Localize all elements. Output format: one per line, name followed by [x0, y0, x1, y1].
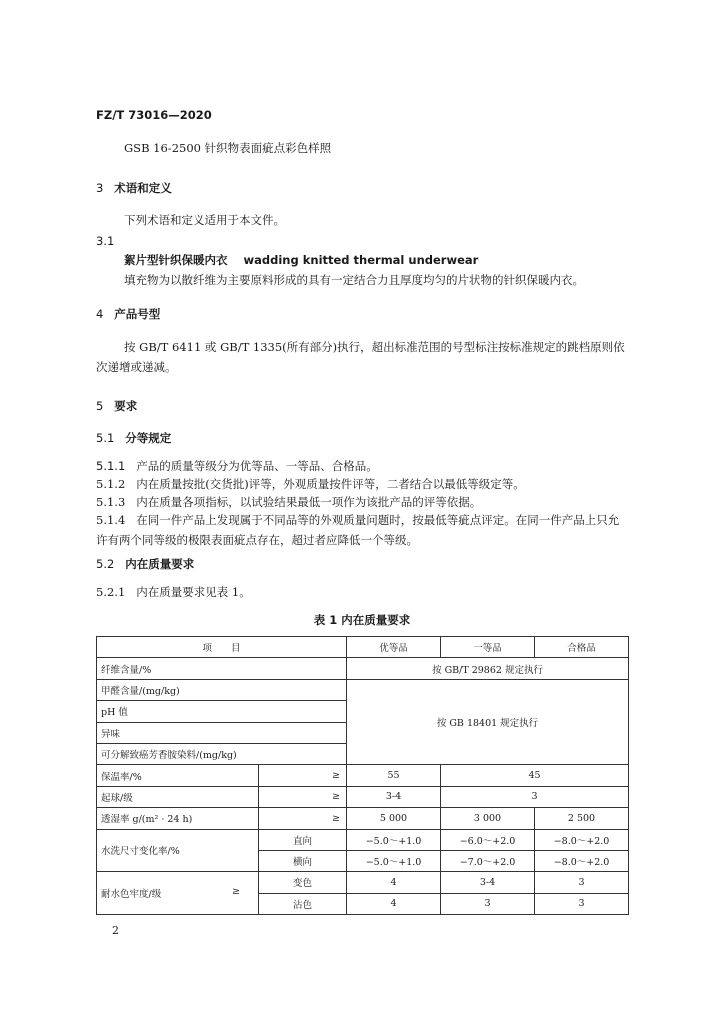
wvt-operator: ≥ [259, 808, 347, 829]
document-code: FZ/T 73016—2020 [96, 108, 212, 122]
water-label: 耐水色牢度/级 [101, 889, 162, 901]
row-label-pilling: 起球/级 [97, 786, 259, 807]
section-title: 内在质量要求 [125, 557, 195, 571]
clause-number: 5.1.2 [96, 477, 126, 491]
clause-3-1-number: 3.1 [96, 234, 115, 248]
water-sub2-grade-2: 3 [441, 893, 535, 914]
section-4-text: 按 GB/T 6411 或 GB/T 1335(所有部分)执行，超出标准范围的号型标注按标准规定的跳档原则依次递增或递减。 [96, 340, 625, 374]
warmth-operator: ≥ [259, 765, 347, 786]
clause-5-1-3 [96, 494, 481, 510]
table-row [97, 786, 629, 807]
header-grade-3: 合格品 [535, 637, 629, 658]
table-header-row [97, 637, 629, 658]
wvt-grade-3: 2 500 [535, 808, 629, 829]
clause-5-1-1 [96, 458, 378, 474]
section-3-heading [96, 180, 172, 196]
row-label-warmth: 保温率/% [97, 765, 259, 786]
shrink-sub-label: 横向 [259, 850, 347, 871]
header-item: 项 目 [97, 637, 347, 658]
water-sub-label: 变色 [259, 872, 347, 893]
water-sub2-grade-3: 3 [535, 893, 629, 914]
section-4-heading [96, 306, 160, 322]
section-title: 分等规定 [125, 431, 172, 445]
row-label-formaldehyde: 甲醛含量/(mg/kg) [97, 679, 347, 700]
table-row [97, 872, 629, 893]
quality-table [96, 636, 629, 915]
water-sub2-grade-1: 4 [347, 893, 441, 914]
section-number: 5 [96, 399, 104, 413]
wvt-grade-1: 5 000 [347, 808, 441, 829]
clause-number: 5.1.4 [96, 513, 126, 527]
shrink-sub-label: 直向 [259, 829, 347, 850]
section-title: 产品号型 [114, 307, 161, 321]
clause-text: 内在质量按批(交货批)评等，外观质量按件评等，二者结合以最低等级定等。 [136, 477, 525, 491]
clause-number: 5.1.3 [96, 495, 126, 509]
table-row [97, 808, 629, 829]
row-label-fiber: 纤维含量/% [97, 658, 347, 679]
clause-5-2-1 [96, 584, 251, 600]
row-label-wvt: 透湿率 g/(m² · 24 h) [97, 808, 259, 829]
row-label-amine: 可分解致癌芳香胺染料/(mg/kg) [97, 743, 347, 764]
term-heading [124, 252, 478, 268]
row-label-shrink: 水洗尺寸变化率/% [97, 829, 259, 872]
section-title: 要求 [114, 399, 138, 413]
section-5-heading [96, 398, 137, 414]
clause-text: 在同一件产品上发现属于不同品等的外观质量问题时，按最低等疵点评定。在同一件产品上只允许有两个同等级的极限表面疵点存在，超过者应降低一个等级。 [96, 513, 620, 547]
row-label-water-fastness [97, 872, 259, 915]
section-3-intro: 下列术语和定义适用于本文件。 [124, 213, 285, 227]
pilling-operator: ≥ [259, 786, 347, 807]
header-grade-1: 优等品 [347, 637, 441, 658]
section-title: 术语和定义 [114, 181, 172, 195]
clause-5-1-4 [96, 510, 626, 550]
clause-text: 内在质量要求见表 1。 [136, 585, 251, 599]
pilling-grade-1: 3-4 [347, 786, 441, 807]
table-caption: 表 1 内在质量要求 [313, 613, 411, 627]
page-number: 2 [112, 924, 119, 937]
section-number: 5.2 [96, 557, 115, 571]
warmth-grade-1: 55 [347, 765, 441, 786]
clause-text: 内在质量各项指标，以试验结果最低一项作为该批产品的评等依据。 [136, 495, 482, 509]
section-5-2-heading [96, 556, 194, 572]
table-row [97, 658, 629, 679]
section-number: 5.1 [96, 431, 115, 445]
shrink-sub2-grade-1: −5.0～+1.0 [347, 850, 441, 871]
pilling-grade-2-3: 3 [441, 786, 629, 807]
fiber-value: 按 GB/T 29862 规定执行 [347, 658, 629, 679]
term-cn: 絮片型针织保暖内衣 [124, 253, 228, 267]
water-sub-label: 沾色 [259, 893, 347, 914]
water-sub1-grade-1: 4 [347, 872, 441, 893]
clause-number: 5.2.1 [96, 585, 126, 599]
clause-number: 5.1.1 [96, 459, 126, 473]
reference-line: GSB 16-2500 针织物表面疵点彩色样照 [124, 141, 332, 155]
clause-5-1-2 [96, 476, 525, 492]
shrink-sub2-grade-2: −7.0～+2.0 [441, 850, 535, 871]
shrink-sub1-grade-2: −6.0～+2.0 [441, 829, 535, 850]
section-number: 3 [96, 181, 104, 195]
shrink-sub1-grade-3: −8.0～+2.0 [535, 829, 629, 850]
shrink-sub2-grade-3: −8.0～+2.0 [535, 850, 629, 871]
row-label-odor: 异味 [97, 722, 347, 743]
wvt-grade-2: 3 000 [441, 808, 535, 829]
water-sub1-grade-2: 3-4 [441, 872, 535, 893]
table-row [97, 765, 629, 786]
term-en: wadding knitted thermal underwear [243, 253, 479, 267]
row-label-ph: pH 值 [97, 701, 347, 722]
section-number: 4 [96, 307, 104, 321]
shrink-sub1-grade-1: −5.0～+1.0 [347, 829, 441, 850]
clause-text: 产品的质量等级分为优等品、一等品、合格品。 [136, 459, 378, 473]
water-operator: ≥ [232, 886, 240, 898]
table-row [97, 679, 629, 700]
term-definition: 填充物为以散纤维为主要原料形成的具有一定结合力且厚度均匀的片状物的针织保暖内衣。 [124, 273, 584, 287]
section-5-1-heading [96, 430, 171, 446]
table-row [97, 829, 629, 850]
warmth-grade-2-3: 45 [441, 765, 629, 786]
water-sub1-grade-3: 3 [535, 872, 629, 893]
header-grade-2: 一等品 [441, 637, 535, 658]
gb18401-value: 按 GB 18401 规定执行 [347, 679, 629, 765]
